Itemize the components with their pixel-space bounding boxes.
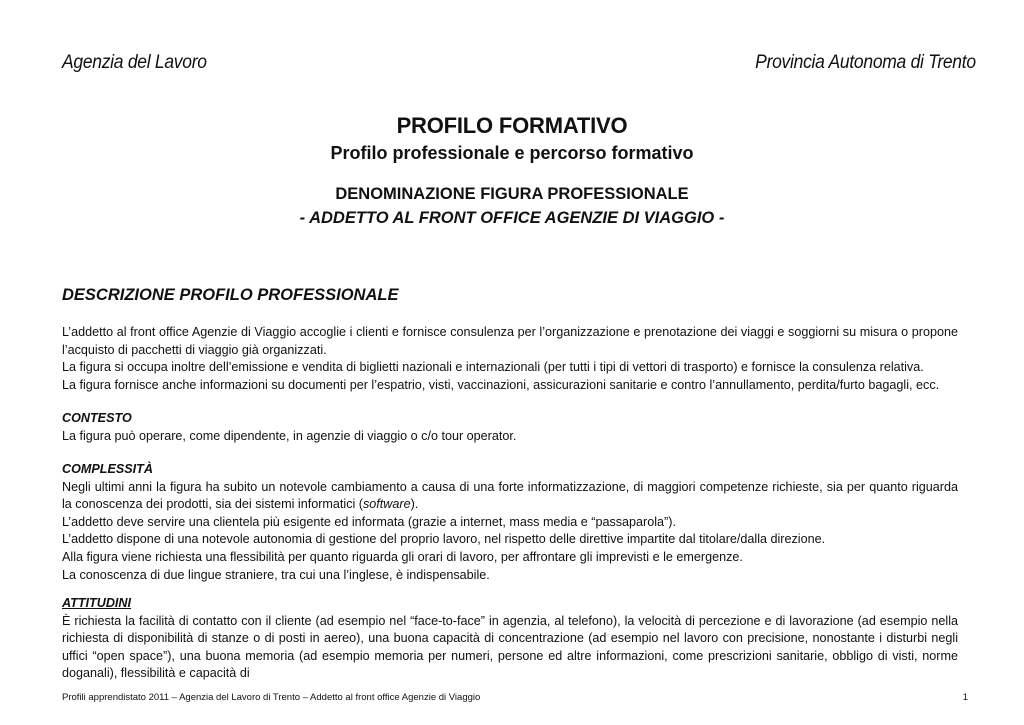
page-subtitle: Profilo professionale e percorso formativo [330, 143, 694, 163]
footer-text: Profili apprendistato 2011 – Agenzia del Lavoro di Trento – Addetto al front office Agenzie di Viaggio [62, 692, 481, 703]
complessita-paragraph: L’addetto deve servire una clientela più esigente ed informata (grazie a internet, mass media e “passaparola”). [62, 514, 676, 529]
complessita-text: Negli ultimi anni la figura ha subito un notevole cambiamento a causa di una forte informatizzazione, di maggiori competenze richieste, sia per quanto riguarda la conoscenza dei prodotti, sia dei sistemi informatici ( [62, 479, 958, 512]
complessita-software: software [362, 497, 411, 512]
descrizione-body [62, 324, 958, 394]
complessita-paragraph: Alla figura viene richiesta una flessibilità per quanto riguarda gli orari di lavoro, per affrontare gli imprevisti e le emergenze. [62, 549, 743, 564]
complessita-paragraph: L’addetto dispone di una notevole autonomia di gestione del proprio lavoro, nel rispetto delle direttive impartite dal titolare/dalla direzione. [62, 532, 826, 547]
header-province: Provincia Autonoma di Trento [755, 52, 976, 73]
attitudini-paragraph: È richiesta la facilità di contatto con il cliente (ad esempio nel “face-to-face” in agenzia, al telefono), la velocità di percezione e di lavorazione (ad esempio nella richiesta di disponibilità di stanze o di posti in aereo), una buona capacità di concentrazione (ad esempio nel lavoro con precisione, nonostante i disturbi negli uffici “open space”), una buona memoria (ad esempio memoria per numeri, persone ed altre informazioni, come prescrizioni sanitarie, obbligo di visti, norme doganali), flessibilità e capacità di [62, 613, 958, 681]
descrizione-paragraph: La figura si occupa inoltre dell’emissione e vendita di biglietti nazionali e internazionali (per tutti i tipi di vettori di trasporto) e fornisce la consulenza relativa. [62, 360, 924, 375]
contesto-heading: CONTESTO [62, 411, 132, 425]
denominazione-label: DENOMINAZIONE FIGURA PROFESSIONALE [335, 185, 689, 203]
attitudini-section [62, 595, 958, 683]
page-number: 1 [962, 692, 968, 703]
header-agency: Agenzia del Lavoro [62, 52, 207, 73]
complessita-paragraph [62, 479, 958, 514]
figura-name: - ADDETTO AL FRONT OFFICE AGENZIE DI VIAGGIO - [299, 209, 725, 227]
complessita-text-end: ). [410, 497, 419, 512]
complessita-section [62, 461, 958, 584]
page-title: PROFILO FORMATIVO [396, 113, 628, 138]
section-title-descrizione: DESCRIZIONE PROFILO PROFESSIONALE [62, 286, 399, 304]
complessita-heading: COMPLESSITÀ [62, 462, 153, 476]
descrizione-paragraph: L’addetto al front office Agenzie di Viaggio accoglie i clienti e fornisce consulenza per l’organizzazione e prenotazione dei viaggi e soggiorni su misura o propone l’acquisto di pacchetti di viaggio già organizzati. [62, 325, 958, 357]
attitudini-heading: ATTITUDINI [62, 596, 132, 610]
descrizione-paragraph: La figura fornisce anche informazioni su documenti per l’espatrio, visti, vaccinazioni, assicurazioni sanitarie e contro l’annullamento, perdita/furto bagagli, ecc. [62, 377, 940, 392]
contesto-section [62, 410, 958, 445]
contesto-paragraph: La figura può operare, come dipendente, in agenzie di viaggio o c/o tour operator. [62, 428, 517, 443]
complessita-paragraph: La conoscenza di due lingue straniere, tra cui una l’inglese, è indispensabile. [62, 567, 490, 582]
